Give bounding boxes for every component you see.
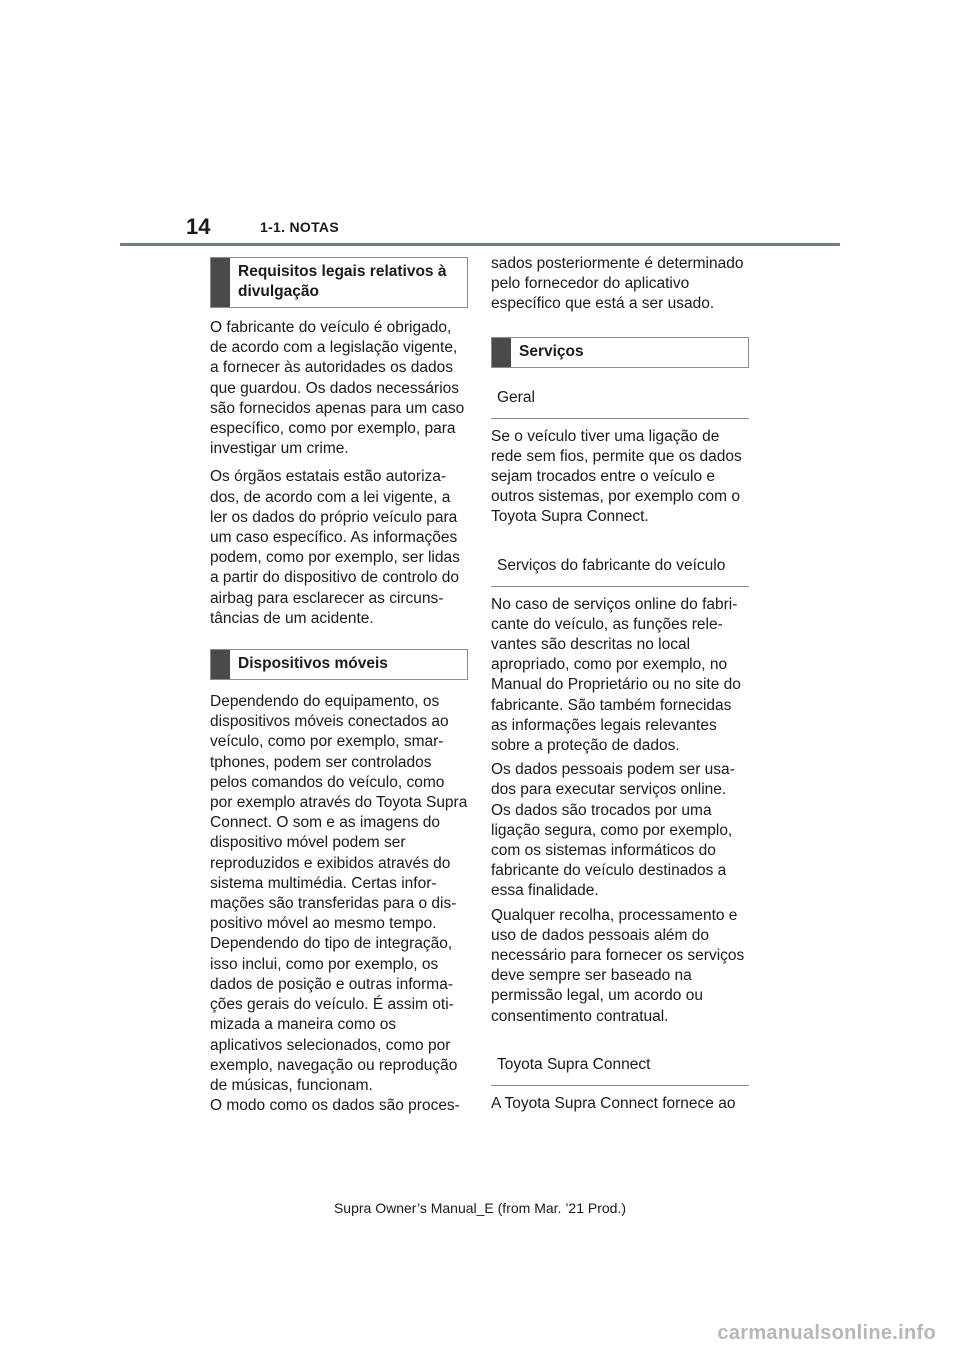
paragraph: Os dados pessoais podem ser usados para executar serviços online. Os dados são trocados por uma ligação segura, como por exemplo, com os sistemas informáticos do fabricante do veículo destinados a essa finalidade. bbox=[491, 761, 735, 900]
chapter-title: 1-1. NOTAS bbox=[260, 219, 339, 235]
header-divider bbox=[120, 243, 840, 246]
section-heading-label: Dispositivos móveis bbox=[238, 655, 388, 673]
paragraph: No caso de serviços online do fabricante do veículo, as funções relevantes são descritas no local apropriado, como por exemplo, no Manual do Proprietário ou no site do fabricante. São também fornecidas as informações legais relevantes sobre a proteção de dados. bbox=[491, 595, 741, 755]
heading-bar bbox=[211, 650, 230, 679]
paragraph: Se o veículo tiver uma ligação de rede sem fios, permite que os dados sejam trocados entre o veículo e outros sistemas, por exemplo com o Toyota Supra Connect. bbox=[491, 427, 742, 526]
paragraph: Os órgãos estatais estão autorizados, de acordo com a lei vigente, a ler os dados do próprio veículo para um caso específico. As informações podem, como por exemplo, ser lidas a partir do dispositivo de controlo do airbag para esclarecer as circunstâncias de um acidente. bbox=[210, 468, 460, 627]
section-heading-services bbox=[491, 337, 749, 368]
paragraph: Dependendo do equipamento, os dispositivos móveis conectados ao veículo, como por exemplo, smartphones, podem ser controlados pelos comandos do veículo, como por exemplo através do Toyota Supra Connect. O som e as imagens do dispositivo móvel podem ser reproduzidos e exibidos através do sistema multimédia. Certas informações são transferidas para o dispositivo móvel ao mesmo tempo. Dependendo do tipo de integração, isso inclui, como por exemplo, os dados de posição e outras informações gerais do veículo. É assim otimizada a maneira como os aplicativos selecionados, como por exemplo, navegação ou reprodução de músicas, funcionam. bbox=[210, 693, 468, 1094]
heading-bar bbox=[492, 338, 511, 367]
section-heading-mobile-devices bbox=[210, 649, 468, 680]
subsection-heading-manufacturer-services: Serviços do fabricante do veículo bbox=[491, 548, 749, 587]
paragraph: O fabricante do veículo é obrigado, de acordo com a legislação vigente, a fornecer às autoridades os dados que guardou. Os dados necessários são fornecidos apenas para um caso específico, como por exemplo, para investigar um crime. bbox=[210, 319, 465, 458]
paragraph: O modo como os dados são proces- bbox=[210, 1097, 460, 1115]
page-number: 14 bbox=[186, 214, 211, 239]
paragraph: sados posteriormente é determinado pelo fornecedor do aplicativo específico que está a ser usado. bbox=[491, 255, 744, 313]
section-heading-label: Serviços bbox=[519, 342, 584, 360]
left-column bbox=[210, 257, 468, 1116]
paragraph: Qualquer recolha, processamento e uso de dados pessoais além do necessário para fornecer os serviços deve sempre ser baseado na permissão legal, um acordo ou consentimento contratual. bbox=[491, 906, 745, 1025]
paragraph: A Toyota Supra Connect fornece ao bbox=[491, 1094, 736, 1112]
watermark: carmanualsonline.info bbox=[717, 1322, 936, 1344]
subsection-heading-general: Geral bbox=[491, 380, 749, 419]
footer-text: Supra Owner’s Manual_E (from Mar. ’21 Prod.) bbox=[333, 1200, 627, 1216]
section-heading-legal bbox=[210, 257, 468, 308]
section-heading-label: Requisitos legais relativos à divulgação bbox=[238, 263, 447, 300]
subsection-heading-supra-connect: Toyota Supra Connect bbox=[491, 1047, 749, 1086]
heading-bar bbox=[211, 258, 230, 307]
right-column bbox=[491, 254, 749, 1114]
